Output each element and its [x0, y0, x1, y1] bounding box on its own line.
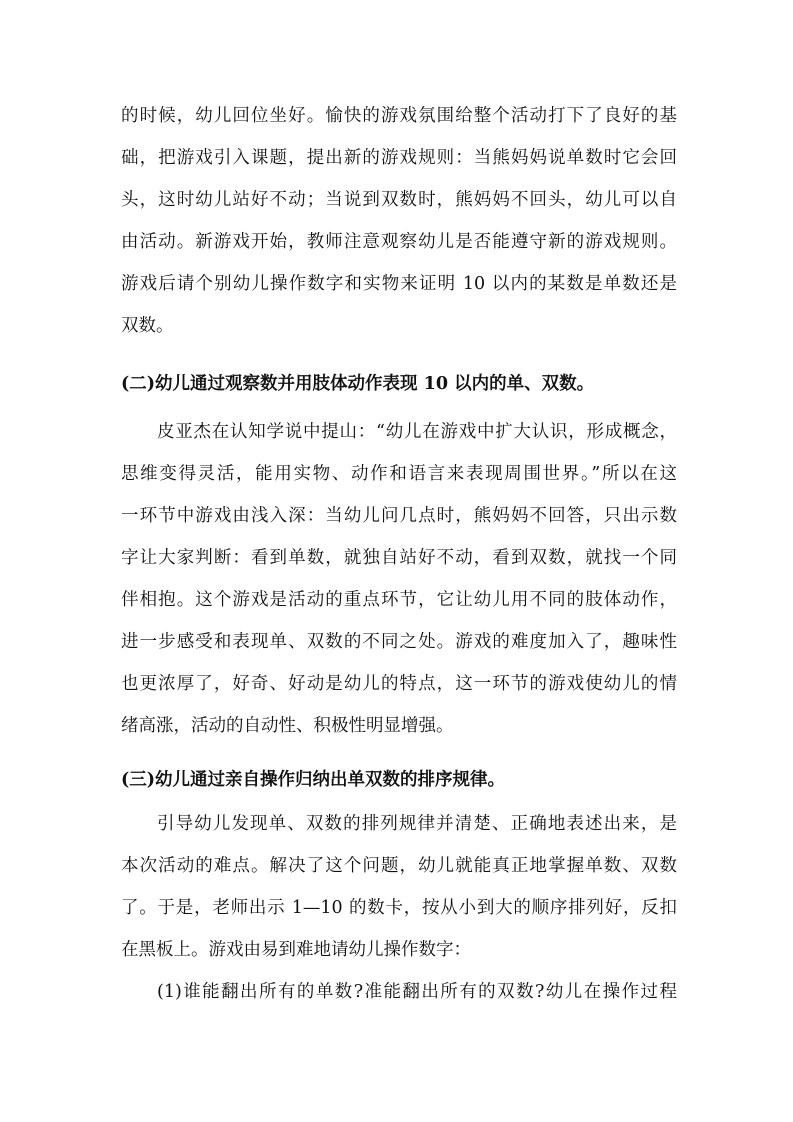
- paragraph-line: 引导幼儿发现单、双数的排列规律并清楚、正确地表述出来，是: [157, 814, 677, 834]
- paragraph-line: (1)谁能翻出所有的单数?准能翻出所有的双数?幼儿在操作过程: [157, 982, 677, 1002]
- paragraph-line: 绪高涨，活动的自动性、积极性明显增强。: [121, 716, 454, 736]
- paragraph-line: 伴相抱。这个游戏是活动的重点环节，它让幼儿用不同的肢体动作，: [121, 590, 677, 610]
- paragraph-line: 本次活动的难点。解决了这个问题，幼儿就能真正地掌握单数、双数: [121, 856, 677, 876]
- paragraph-line: 头，这时幼儿站好不动；当说到双数时，熊妈妈不回头，幼儿可以自: [121, 190, 677, 210]
- paragraph-line: 由活动。新游戏开始，教师注意观察幼儿是否能遵守新的游戏规则。: [121, 232, 677, 252]
- paragraph-line: 思维变得灵活，能用实物、动作和语言来表现周围世界。”所以在这: [121, 464, 677, 484]
- paragraph-line: 字让大家判断：看到单数，就独自站好不动，看到双数，就找一个同: [121, 548, 677, 568]
- paragraph-line: 进一步感受和表现单、双数的不同之处。游戏的难度加入了，趣味性: [121, 632, 677, 652]
- paragraph-line: 双数。: [121, 316, 174, 336]
- paragraph-line: 也更浓厚了，好奇、好动是幼儿的特点，这一环节的游戏使幼儿的情: [121, 674, 677, 694]
- paragraph-line: 一环节中游戏由浅入深：当幼儿问几点时，熊妈妈不回答，只出示数: [121, 506, 677, 526]
- section-heading: (二)幼儿通过观察数并用肢体动作表现 10 以内的单、双数。: [121, 374, 595, 394]
- paragraph-line: 础，把游戏引入课题，提出新的游戏规则：当熊妈妈说单数时它会回: [121, 148, 677, 168]
- paragraph-line: 游戏后请个别幼儿操作数字和实物来证明 10 以内的某数是单数还是: [121, 274, 677, 294]
- paragraph-line: 在黑板上。游戏由易到难地请幼儿操作数字：: [121, 940, 471, 960]
- section-heading: (三)幼儿通过亲自操作归纳出单双数的排序规律。: [121, 770, 506, 790]
- paragraph-line: 的时候，幼儿回位坐好。愉快的游戏氛围给整个活动打下了良好的基: [121, 106, 677, 126]
- paragraph-line: 皮亚杰在认知学说中提山：“幼儿在游戏中扩大认识，形成概念，: [157, 422, 677, 442]
- paragraph-line: 了。于是，老师出示 1—10 的数卡，按从小到大的顺序排列好，反扣: [121, 898, 677, 918]
